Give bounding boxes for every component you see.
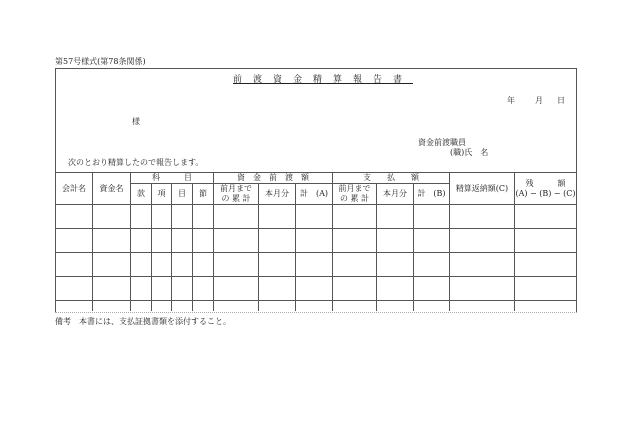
table-cell[interactable] <box>93 277 131 301</box>
table-cell[interactable] <box>414 229 450 253</box>
table-cell[interactable] <box>296 205 333 229</box>
table-cell[interactable] <box>259 277 296 301</box>
table-cell[interactable] <box>93 205 131 229</box>
table-cell[interactable] <box>333 229 377 253</box>
intro-text: 次のとおり精算したので報告します。 <box>68 158 204 167</box>
table-cell[interactable] <box>515 205 577 229</box>
table-cell[interactable] <box>515 229 577 253</box>
table-row <box>56 229 577 253</box>
header-payment-prev: 前月まで の 累 計 <box>333 184 377 205</box>
header-payment-current: 本月分 <box>377 184 414 205</box>
table-cell[interactable] <box>515 253 577 277</box>
table-cell[interactable] <box>56 253 93 277</box>
table-row <box>56 253 577 277</box>
table-row <box>56 277 577 301</box>
table-cell[interactable] <box>193 253 214 277</box>
table-cell[interactable] <box>296 253 333 277</box>
header-advance: 資 金 前 渡 額 <box>214 173 333 184</box>
table-cell[interactable] <box>152 229 172 253</box>
table-cell[interactable] <box>131 253 152 277</box>
table-cell[interactable] <box>172 229 193 253</box>
table-cell[interactable] <box>450 229 515 253</box>
header-payment: 支 払 額 <box>333 173 450 184</box>
table-cell[interactable] <box>172 277 193 301</box>
table-cell[interactable] <box>131 205 152 229</box>
table-cell[interactable] <box>214 253 259 277</box>
table-cell[interactable] <box>377 229 414 253</box>
table-cell[interactable] <box>193 277 214 301</box>
table-cell[interactable] <box>193 205 214 229</box>
addressee: 様 <box>132 117 140 126</box>
header-setsu: 節 <box>193 184 214 205</box>
header-advance-prev: 前月まで の 累 計 <box>214 184 259 205</box>
header-advance-total: 計 (A) <box>296 184 333 205</box>
table-cell[interactable] <box>152 253 172 277</box>
date-year: 年 <box>507 96 515 105</box>
header-kou: 項 <box>152 184 172 205</box>
table-cell[interactable] <box>333 205 377 229</box>
header-payment-total: 計 (B) <box>414 184 450 205</box>
table-cell[interactable] <box>414 277 450 301</box>
header-subject: 科 目 <box>131 173 214 184</box>
table-cell[interactable] <box>214 205 259 229</box>
table-cell[interactable] <box>56 229 93 253</box>
table-cell[interactable] <box>131 277 152 301</box>
header-refund: 精算返納額(C) <box>450 173 515 205</box>
header-fund: 資金名 <box>93 173 131 205</box>
header-moku: 目 <box>172 184 193 205</box>
table-cell[interactable] <box>296 277 333 301</box>
table-cell[interactable] <box>414 253 450 277</box>
date-day: 日 <box>557 96 565 105</box>
table-cell[interactable] <box>214 277 259 301</box>
table-cell[interactable] <box>450 205 515 229</box>
table-cell[interactable] <box>259 229 296 253</box>
table-cell[interactable] <box>214 229 259 253</box>
table-cell[interactable] <box>450 277 515 301</box>
officer-title: 資金前渡職員 <box>418 138 466 147</box>
table-cell[interactable] <box>131 229 152 253</box>
date-month: 月 <box>535 96 543 105</box>
officer-name: (職)氏 名 <box>450 148 489 157</box>
header-account: 会計名 <box>56 173 93 205</box>
header-kan: 款 <box>131 184 152 205</box>
table-cell[interactable] <box>259 205 296 229</box>
table-cell[interactable] <box>450 253 515 277</box>
table-cell[interactable] <box>193 229 214 253</box>
header-advance-current: 本月分 <box>259 184 296 205</box>
table-row <box>56 205 577 229</box>
table-cell[interactable] <box>152 277 172 301</box>
table-cell[interactable] <box>296 229 333 253</box>
document-title: 前渡資金精算報告書 <box>233 75 414 85</box>
table-cell[interactable] <box>333 277 377 301</box>
table-cell[interactable] <box>259 253 296 277</box>
table-cell[interactable] <box>515 277 577 301</box>
note: 備考 本書には、支払証拠書類を添付すること。 <box>55 317 231 326</box>
settlement-table <box>55 172 577 311</box>
table-cell[interactable] <box>56 205 93 229</box>
table-cell[interactable] <box>172 205 193 229</box>
table-cell[interactable] <box>93 229 131 253</box>
table-cell[interactable] <box>377 277 414 301</box>
cut-line <box>55 309 577 313</box>
table-cell[interactable] <box>333 253 377 277</box>
table-cell[interactable] <box>377 205 414 229</box>
form-id: 第57号様式(第78条関係) <box>55 57 146 66</box>
table-cell[interactable] <box>414 205 450 229</box>
table-cell[interactable] <box>152 205 172 229</box>
table-cell[interactable] <box>172 253 193 277</box>
table-cell[interactable] <box>93 253 131 277</box>
table-cell[interactable] <box>377 253 414 277</box>
table-cell[interactable] <box>56 277 93 301</box>
header-balance: 残 額 (A) − (B) − (C) <box>515 173 577 205</box>
